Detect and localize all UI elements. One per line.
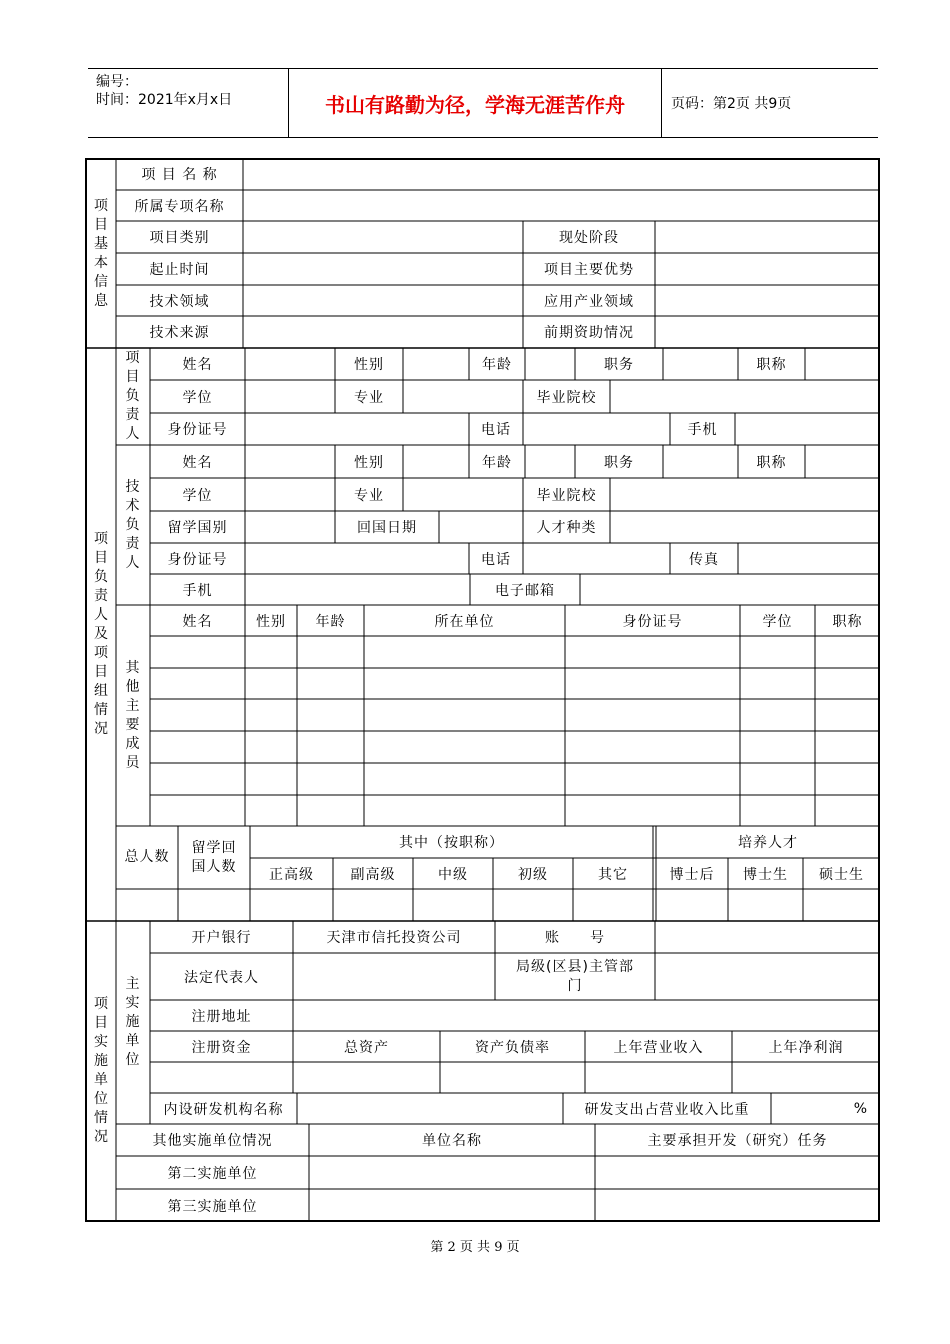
number-label: 编号： [96, 74, 138, 90]
label-phd: 博士生 [743, 866, 788, 883]
page-header [88, 68, 878, 138]
members-col-org: 所在单位 [434, 613, 495, 630]
label-postdoc: 博士后 [669, 866, 715, 883]
section-team-title: 项 目 负 责 人 及 项 目 组 情 况 [94, 531, 109, 737]
label-prior-funding: 前期资助情况 [544, 325, 634, 341]
label-address: 注册地址 [191, 1008, 252, 1025]
header-meta [88, 69, 288, 137]
label-debt-ratio: 资产负债率 [475, 1039, 550, 1056]
time-label: 时间：2021年x月x日 [96, 92, 233, 108]
tech-label-talent-type: 人才种类 [536, 520, 597, 536]
leader-label-id: 身份证号 [167, 422, 228, 438]
label-industry-field: 应用产业领域 [544, 293, 634, 310]
label-project-name: 项 目 名 称 [141, 167, 218, 183]
tech-label-id: 身份证号 [167, 551, 228, 568]
tech-label-major: 专业 [354, 487, 384, 504]
label-percent: % [853, 1100, 868, 1117]
tech-label-phone: 电话 [481, 551, 511, 568]
label-unit-name: 单位名称 [422, 1133, 482, 1149]
label-junior: 初级 [518, 866, 548, 883]
tech-label-fax: 传真 [689, 551, 719, 568]
header-motto: 书山有路勤为径，学海无涯苦作舟 [288, 69, 662, 137]
label-revenue: 上年营业收入 [613, 1039, 704, 1056]
members-col-name: 姓名 [182, 613, 213, 630]
section-basic-title: 项 目 基 本 信 息 [94, 198, 109, 309]
header-page-info: 页码：第2页 共9页 [671, 96, 792, 112]
leader-label-major: 专业 [354, 389, 384, 406]
tech-label-name: 姓名 [182, 454, 213, 471]
leader-label-age: 年龄 [482, 357, 512, 373]
label-rd-ratio: 研发支出占营业收入比重 [584, 1101, 750, 1118]
members-col-gender: 性别 [256, 613, 286, 630]
tech-label-age: 年龄 [482, 454, 512, 471]
members-col-degree: 学位 [762, 613, 793, 630]
value-bank: 天津市信托投资公司 [326, 930, 462, 946]
label-tech-field: 技术领域 [149, 293, 210, 310]
tech-label-degree: 学位 [182, 487, 213, 504]
label-rd-org: 内设研发机构名称 [163, 1101, 284, 1118]
label-advantages: 项目主要优势 [544, 262, 634, 278]
tech-label-post: 职务 [604, 454, 634, 471]
label-third-unit: 第三实施单位 [167, 1198, 258, 1215]
main-unit-title: 主 实 施 单 位 [125, 976, 141, 1068]
label-legal-rep: 法定代表人 [184, 969, 259, 986]
leader-label-post: 职务 [604, 357, 634, 373]
label-current-stage: 现处阶段 [559, 230, 619, 246]
leader-label-name: 姓名 [182, 357, 213, 373]
label-account: 账 号 [545, 930, 605, 946]
label-other-units: 其他实施单位情况 [152, 1133, 273, 1149]
label-other: 其它 [598, 866, 628, 883]
label-period: 起止时间 [149, 262, 210, 278]
section-unit-title: 项 目 实 施 单 位 情 况 [94, 995, 109, 1145]
members-col-rank: 职称 [832, 613, 863, 630]
label-total: 总人数 [124, 849, 170, 865]
label-vice-senior: 副高级 [350, 866, 396, 883]
label-net-profit: 上年净利润 [768, 1039, 844, 1056]
leader-label-degree: 学位 [182, 389, 213, 406]
application-form-table [85, 158, 880, 1222]
members-col-id: 身份证号 [622, 613, 683, 630]
tech-label-study-country: 留学国别 [167, 520, 228, 536]
leader-label-gender: 性别 [354, 357, 384, 373]
tech-label-email: 电子邮箱 [495, 582, 555, 599]
leader-title: 项 目 负 责 人 [125, 350, 141, 442]
members-col-age: 年龄 [315, 613, 346, 630]
label-capital: 注册资金 [191, 1039, 252, 1056]
label-middle: 中级 [438, 866, 468, 883]
label-master: 硕士生 [819, 866, 864, 883]
label-special-name: 所属专项名称 [134, 198, 225, 215]
leader-label-school: 毕业院校 [536, 389, 597, 406]
tech-label-school: 毕业院校 [536, 487, 597, 504]
label-bank: 开户银行 [191, 930, 252, 946]
label-total-assets: 总资产 [344, 1039, 389, 1056]
leader-label-rank: 职称 [756, 357, 787, 373]
tech-label-return-date: 回国日期 [357, 520, 417, 536]
tech-title: 技 术 负 责 人 [125, 478, 141, 571]
leader-label-mobile: 手机 [687, 422, 718, 438]
label-second-unit: 第二实施单位 [167, 1165, 258, 1182]
label-returnees: 留学回国人数 [191, 839, 237, 875]
leader-label-phone: 电话 [481, 422, 511, 438]
label-tech-source: 技术来源 [149, 325, 210, 341]
label-authority: 局级(区县)主管部门 [516, 958, 634, 994]
page-footer: 第 2 页 共 9 页 [430, 1240, 520, 1255]
label-main-task: 主要承担开发（研究）任务 [647, 1133, 828, 1149]
label-trained: 培养人才 [738, 835, 798, 851]
label-category: 项目类别 [149, 230, 210, 246]
tech-label-mobile: 手机 [182, 582, 213, 599]
members-title: 其 他 主 要 成 员 [125, 659, 141, 771]
tech-label-rank: 职称 [756, 454, 787, 471]
label-among-rank: 其中（按职称） [399, 835, 504, 851]
tech-label-gender: 性别 [354, 454, 384, 471]
label-senior: 正高级 [269, 866, 314, 883]
